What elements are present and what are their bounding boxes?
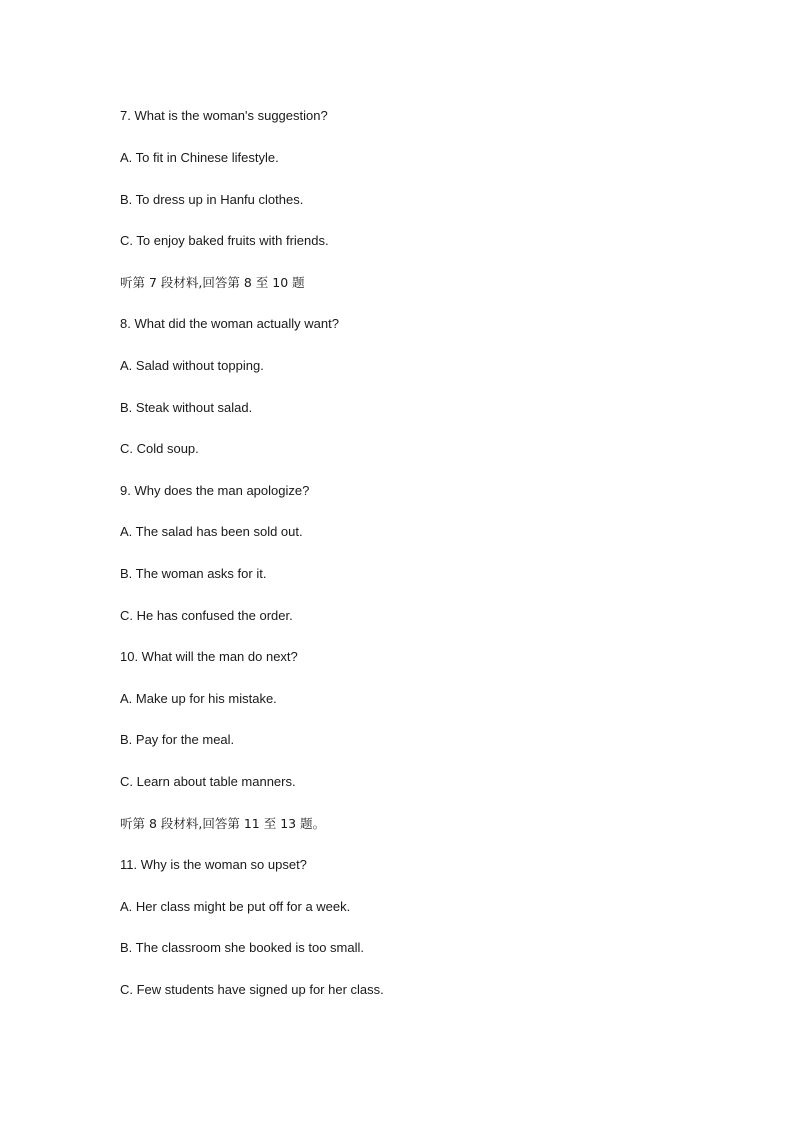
option-7c: C. To enjoy baked fruits with friends. xyxy=(120,233,329,248)
option-9c: C. He has confused the order. xyxy=(120,608,293,623)
option-10b: B. Pay for the meal. xyxy=(120,732,235,747)
option-7a: A. To fit in Chinese lifestyle. xyxy=(120,150,279,165)
option-9a: A. The salad has been sold out. xyxy=(120,524,303,539)
option-9b: B. The woman asks for it. xyxy=(120,566,267,581)
question-8: 8. What did the woman actually want? xyxy=(120,316,339,331)
option-11a: A. Her class might be put off for a week. xyxy=(120,899,351,914)
option-11c: C. Few students have signed up for her class. xyxy=(120,982,384,997)
option-11b: B. The classroom she booked is too small. xyxy=(120,940,364,955)
question-11: 11. Why is the woman so upset? xyxy=(120,857,307,872)
section-heading-passage-7: 听第 7 段材料,回答第 8 至 10 题 xyxy=(120,275,305,290)
option-8b: B. Steak without salad. xyxy=(120,400,253,415)
option-7b: B. To dress up in Hanfu clothes. xyxy=(120,192,304,207)
option-10c: C. Learn about table manners. xyxy=(120,774,296,789)
section-heading-passage-8: 听第 8 段材料,回答第 11 至 13 题。 xyxy=(120,816,326,831)
question-7: 7. What is the woman's suggestion? xyxy=(120,108,328,123)
option-8c: C. Cold soup. xyxy=(120,441,199,456)
option-10a: A. Make up for his mistake. xyxy=(120,691,277,706)
question-10: 10. What will the man do next? xyxy=(120,649,298,664)
question-9: 9. Why does the man apologize? xyxy=(120,483,310,498)
option-8a: A. Salad without topping. xyxy=(120,358,264,373)
